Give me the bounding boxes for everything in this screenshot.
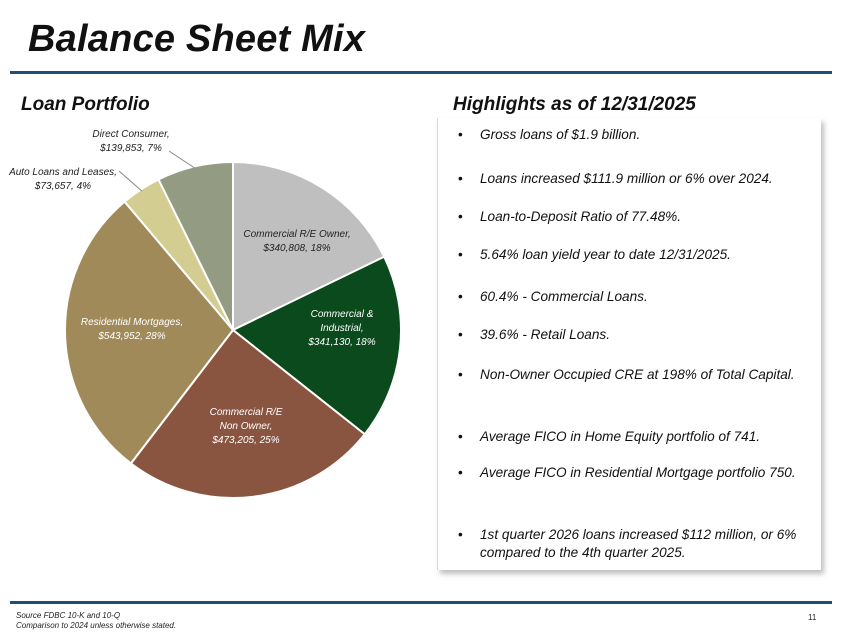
bullet-icon: • <box>458 171 463 186</box>
highlight-item <box>458 208 811 226</box>
leader-line <box>119 171 142 191</box>
footer-divider <box>10 601 832 604</box>
bullet-icon: • <box>458 527 463 542</box>
bullet-icon: • <box>458 465 463 480</box>
slice-label: Direct Consumer, $139,853, 7% <box>92 129 170 154</box>
highlight-item <box>458 366 811 384</box>
bullet-icon: • <box>458 247 463 262</box>
source-line-1: Source FDBC 10-K and 10-Q <box>16 611 121 620</box>
source-note <box>16 611 176 631</box>
highlights-panel <box>437 118 821 570</box>
slice-label: Residential Mortgages, $543,952, 28% <box>80 317 184 342</box>
highlight-text: 60.4% - Commercial Loans. <box>480 289 648 304</box>
highlights-heading: Highlights as of 12/31/2025 <box>453 94 696 115</box>
page-number: 11 <box>808 613 817 622</box>
highlight-text: Non-Owner Occupied CRE at 198% of Total Capital. <box>480 367 795 382</box>
highlight-item <box>458 526 811 562</box>
highlight-item <box>458 246 811 264</box>
highlight-item <box>458 126 811 144</box>
highlight-item <box>458 326 811 344</box>
slice-label: Commercial & Industrial, $341,130, 18% <box>308 309 376 348</box>
loan-portfolio-heading: Loan Portfolio <box>21 94 150 115</box>
highlight-item <box>458 464 811 482</box>
bullet-icon: • <box>458 367 463 382</box>
highlight-text: Gross loans of $1.9 billion. <box>480 127 641 142</box>
source-line-2: Comparison to 2024 unless otherwise stated. <box>16 621 177 630</box>
highlight-item <box>458 428 811 446</box>
slide-title: Balance Sheet Mix <box>28 18 366 60</box>
slice-label: Auto Loans and Leases, $73,657, 4% <box>9 167 117 192</box>
bullet-icon: • <box>458 327 463 342</box>
highlight-text: Loans increased $111.9 million or 6% over 2024. <box>480 171 773 186</box>
title-divider <box>10 71 832 74</box>
slice-label: Commercial R/E Non Owner, $473,205, 25% <box>209 407 283 446</box>
bullet-icon: • <box>458 429 463 444</box>
highlight-text: 1st quarter 2026 loans increased $112 million, or 6% compared to the 4th quarter 2025. <box>480 527 797 560</box>
highlight-item <box>458 288 811 306</box>
loan-portfolio-pie-chart <box>0 120 430 510</box>
bullet-icon: • <box>458 289 463 304</box>
highlight-item <box>458 170 811 188</box>
slice-label: Commercial R/E Owner, $340,808, 18% <box>243 229 351 254</box>
highlight-text: Average FICO in Home Equity portfolio of 741. <box>480 429 761 444</box>
highlight-text: Average FICO in Residential Mortgage portfolio 750. <box>480 465 796 480</box>
highlight-text: 5.64% loan yield year to date 12/31/2025. <box>480 247 731 262</box>
pie-svg <box>0 120 430 510</box>
highlight-text: Loan-to-Deposit Ratio of 77.48%. <box>480 209 682 224</box>
bullet-icon: • <box>458 209 463 224</box>
highlight-text: 39.6% - Retail Loans. <box>480 327 610 342</box>
bullet-icon: • <box>458 127 463 142</box>
leader-line <box>169 151 195 168</box>
